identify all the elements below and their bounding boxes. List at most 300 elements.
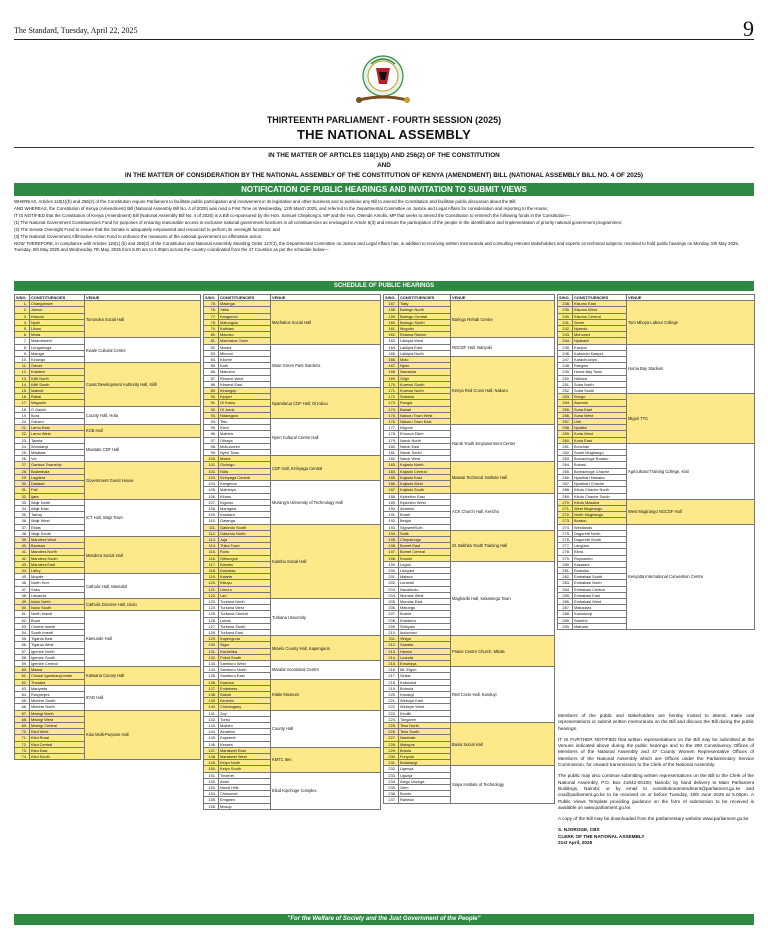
sno-cell: 58.	[15, 654, 30, 660]
sno-cell: 204.	[384, 592, 399, 598]
sno-cell: 165.	[384, 350, 399, 356]
sno-cell: 217.	[384, 673, 399, 679]
sno-cell: 261.	[558, 443, 573, 449]
constituency-cell: Mumias East	[399, 598, 451, 604]
constituency-cell: Soy	[219, 710, 271, 716]
constituency-cell: Kacheliba	[219, 648, 271, 654]
table-row	[15, 437, 201, 443]
sno-cell: 84.	[204, 357, 219, 363]
sno-cell: 206.	[384, 605, 399, 611]
constituency-cell: Isiolo South	[30, 605, 85, 611]
constituency-cell: Kuria East	[573, 437, 627, 443]
constituency-cell: Kajiado South	[399, 487, 451, 493]
sno-cell: 36.	[15, 518, 30, 524]
constituency-cell: Isiolo North	[30, 598, 85, 604]
constituency-cell: Molo	[399, 357, 451, 363]
sno-cell: 124.	[204, 605, 219, 611]
sno-cell: 109.	[204, 512, 219, 518]
venue-cell: Kitui Multi-Purpose Hall	[85, 710, 201, 760]
sno-cell: 91.	[204, 400, 219, 406]
constituency-cell: Kipkelion East	[399, 493, 451, 499]
constituency-cell: Roysambu	[573, 555, 627, 561]
venue-cell: Kitale Museum	[271, 679, 381, 710]
sno-cell: 235.	[384, 785, 399, 791]
sno-cell: 156.	[204, 803, 219, 809]
sno-cell: 280.	[558, 561, 573, 567]
sno-cell: 287.	[558, 605, 573, 611]
constituency-cell: Marakwet West	[219, 754, 271, 760]
constituency-cell: Chuka/ Igambang'ombe	[30, 673, 85, 679]
sno-cell: 134.	[204, 667, 219, 673]
constituency-cell: Rabai	[30, 394, 85, 400]
constituency-cell: Embakasi West	[573, 598, 627, 604]
constituency-cell: Dagoretti North	[573, 530, 627, 536]
sno-cell: 140.	[204, 704, 219, 710]
constituency-cell: Bomachoge Chache	[573, 468, 627, 474]
constituency-cell: Cherangany	[219, 704, 271, 710]
constituency-cell: Wajir North	[30, 499, 85, 505]
sno-cell: 132.	[204, 654, 219, 660]
sno-cell: 266.	[558, 474, 573, 480]
constituency-cell: Matayos	[399, 741, 451, 747]
sno-cell: 149.	[204, 760, 219, 766]
constituency-cell: Ruiru	[219, 549, 271, 555]
sno-cell: 229.	[384, 747, 399, 753]
constituency-cell: Emurua Dikirr	[399, 431, 451, 437]
table-row	[558, 301, 755, 307]
sno-cell: 106.	[204, 493, 219, 499]
sno-cell: 32.	[15, 493, 30, 499]
sno-cell: 21.	[15, 425, 30, 431]
constituency-cell: Kandara	[219, 512, 271, 518]
page-title: THE NATIONAL ASSEMBLY	[297, 127, 471, 142]
sno-cell: 15.	[15, 388, 30, 394]
sno-cell: 274.	[558, 524, 573, 530]
sno-cell: 284.	[558, 586, 573, 592]
constituency-cell: Kiambaa	[219, 567, 271, 573]
constituency-cell: Bureti	[399, 512, 451, 518]
constituency-cell: Suna West	[573, 412, 627, 418]
constituency-cell: Shinyalu	[399, 623, 451, 629]
constituency-cell: Kuresoi North	[399, 388, 451, 394]
constituency-cell: Mavoko	[219, 332, 271, 338]
download-paragraph: A copy of the Bill may be downloaded from the parliamentary website www.parliament.go.ke	[558, 816, 749, 822]
constituency-cell: Sabatia	[399, 642, 451, 648]
sno-cell: 158.	[384, 307, 399, 313]
schedule-table	[203, 294, 381, 810]
constituency-cell: Central Imenti	[30, 623, 85, 629]
venue-cell: Catholic Hall, Marsabit	[85, 574, 201, 599]
further-notified-paragraph: IT IS FURTHER NOTIFIED that written representations on the Bill may be submitted at the Venues indicated above during the public hearings and to the 290 Constituency Offices of Members of the National Assembly and 47 County Women Representative Offices of Members of the National Assembly which are Offices under the Parliamentary Service Commission, for onward transmission to the Clerk of the National Assembly.	[558, 736, 754, 768]
sno-cell: 55.	[15, 636, 30, 642]
constituency-cell: Jomvu	[30, 307, 85, 313]
fund-item: (1) The National Government Constituencies Fund for purposes of ensuring reasonable access to exclusive national government functions in all constituencies as envisaged in Article 6(3) and ensure the participation of the people in the identification and implementation of priority national government programmes;	[14, 220, 623, 225]
sno-cell: 258.	[558, 425, 573, 431]
constituency-cell: Wajir South	[30, 530, 85, 536]
sno-cell: 208.	[384, 617, 399, 623]
constituency-cell: Sigor	[219, 642, 271, 648]
constituency-cell: Buuri	[30, 617, 85, 623]
constituency-cell: Kabuchai	[399, 679, 451, 685]
sno-cell: 183.	[384, 462, 399, 468]
constituency-cell: Turkana Central	[219, 611, 271, 617]
venue-cell: Government Guest House	[85, 462, 201, 499]
sno-cell: 154.	[204, 791, 219, 797]
header-constituency: CONSTITUENCIES	[30, 295, 85, 301]
venue-cell: KMTC Iten	[271, 747, 381, 772]
header-sno: S/NO.	[15, 295, 30, 301]
sno-cell: 60.	[15, 667, 30, 673]
constituency-cell: Kathiani	[219, 326, 271, 332]
sno-cell: 270.	[558, 499, 573, 505]
sno-cell: 101.	[204, 462, 219, 468]
motto-footer: "For the Welfare of Society and the Just Government of the People"	[14, 914, 754, 925]
sno-cell: 18.	[15, 406, 30, 412]
constituency-cell: Matungu	[399, 605, 451, 611]
venue-cell: Eliud Kipchoge Complex	[271, 772, 381, 809]
venue-cell: Coast Development Authority Hall, Kilifi	[85, 363, 201, 406]
sno-cell: 26.	[15, 456, 30, 462]
constituency-cell: Tigania West	[30, 642, 85, 648]
constituency-cell: Embakasi Central	[573, 586, 627, 592]
table-row	[204, 636, 381, 642]
sno-cell: 162.	[384, 332, 399, 338]
sno-cell: 49.	[15, 598, 30, 604]
sno-cell: 107.	[204, 499, 219, 505]
constituency-cell: Laikipia West	[399, 338, 451, 344]
table-row	[15, 611, 201, 617]
constituency-cell: Kipkelion West	[399, 499, 451, 505]
sno-cell: 222.	[384, 704, 399, 710]
constituency-cell: Lari	[219, 592, 271, 598]
sno-cell: 76.	[204, 307, 219, 313]
constituency-cell: Baringo South	[399, 319, 451, 325]
sno-cell: 86.	[204, 369, 219, 375]
venue-cell: Turkana University	[271, 598, 381, 635]
constituency-cell: West Mugirango	[573, 505, 627, 511]
sno-cell: 98.	[204, 443, 219, 449]
sno-cell: 56.	[15, 642, 30, 648]
notice-title-bar: NOTIFICATION OF PUBLIC HEARINGS AND INVITATION TO SUBMIT VIEWS	[14, 183, 754, 196]
sno-cell: 87.	[204, 375, 219, 381]
constituency-cell: Makueni	[219, 369, 271, 375]
constituency-cell: Maragwa	[219, 505, 271, 511]
sno-cell: 190.	[384, 505, 399, 511]
constituency-cell: Machakos Town	[219, 338, 271, 344]
sno-cell: 228.	[384, 741, 399, 747]
sno-cell: 254.	[558, 400, 573, 406]
sno-cell: 17.	[15, 400, 30, 406]
table-row	[15, 710, 201, 716]
constituency-cell: Thika Town	[219, 543, 271, 549]
sno-cell: 264.	[558, 462, 573, 468]
sno-cell: 94.	[204, 419, 219, 425]
sno-cell: 225.	[384, 723, 399, 729]
constituency-cell: Kilifi South	[30, 381, 85, 387]
venue-cell: Red Cross Hall, Kanduyi	[451, 667, 555, 723]
sno-cell: 13.	[15, 375, 30, 381]
constituency-cell: Kibra	[573, 549, 627, 555]
constituency-cell: Njoro	[399, 363, 451, 369]
constituency-cell: Chesumei	[219, 791, 271, 797]
constituency-cell: Manyatta	[30, 685, 85, 691]
and-whereas-paragraph: AND WHEREAS, the Constitution of Kenya (Amendment) Bill (National Assembly Bill No. 4 of 2025) was read a First Time on Wednesday, 12th March 2025, and referred to the Departmental Committee on Justice and Legal Affairs for consideration and reporting to the House;	[14, 206, 549, 211]
constituency-cell: Lagdera	[30, 474, 85, 480]
sno-cell: 238.	[558, 301, 573, 307]
constituency-cell: Butula	[399, 747, 451, 753]
constituency-cell: Mandera North	[30, 549, 85, 555]
header-sno: S/NO.	[558, 295, 573, 301]
constituency-cell: Igembe South	[30, 654, 85, 660]
sno-cell: 129.	[204, 636, 219, 642]
constituency-cell: Gatundu South	[219, 524, 271, 530]
sno-cell: 8.	[15, 344, 30, 350]
constituency-cell: Narok South	[399, 450, 451, 456]
constituency-cell: Muhoroni	[573, 332, 627, 338]
sno-cell: 218.	[384, 679, 399, 685]
constituency-cell: Mandera South	[30, 555, 85, 561]
constituency-cell: Kitutu Chache South	[573, 493, 627, 499]
table-row	[15, 499, 201, 505]
sno-cell: 48.	[15, 592, 30, 598]
sno-cell: 141.	[204, 710, 219, 716]
constituency-cell: Tetu	[219, 419, 271, 425]
sno-cell: 100.	[204, 456, 219, 462]
table-row	[384, 766, 555, 772]
venue-cell: Tom Mboya Labour College	[627, 301, 755, 344]
sno-cell: 114.	[204, 543, 219, 549]
table-row	[204, 679, 381, 685]
header-venue: VENUE	[451, 295, 555, 301]
sno-cell: 265.	[558, 468, 573, 474]
sno-cell: 203.	[384, 586, 399, 592]
constituency-cell: Kinangop	[219, 388, 271, 394]
constituency-cell: Bumula	[399, 685, 451, 691]
venue-cell: Siaya Institute of Technology	[451, 766, 555, 803]
sno-cell: 57.	[15, 648, 30, 654]
sno-cell: 2.	[15, 307, 30, 313]
constituency-cell: Westlands	[573, 524, 627, 530]
sno-cell: 189.	[384, 499, 399, 505]
constituency-cell: Malindi	[30, 388, 85, 394]
sno-cell: 197.	[384, 549, 399, 555]
venue-cell: Wote Green Park Gardens	[271, 344, 381, 387]
constituency-cell: Mathioya	[219, 487, 271, 493]
constituency-cell: Rongo	[573, 394, 627, 400]
sno-cell: 46.	[15, 580, 30, 586]
sno-cell: 286.	[558, 598, 573, 604]
constituency-cell: Keiyo North	[219, 760, 271, 766]
constituency-cell: Tinderet	[219, 772, 271, 778]
constituency-cell: Turbo	[219, 716, 271, 722]
venue-cell: ICT Hall, Wajir Town	[85, 499, 201, 536]
sno-cell: 74.	[15, 754, 30, 760]
sno-cell: 195.	[384, 536, 399, 542]
sno-cell: 113.	[204, 536, 219, 542]
constituency-cell: Othaya	[219, 437, 271, 443]
header-sno: S/NO.	[384, 295, 399, 301]
sno-cell: 112.	[204, 530, 219, 536]
constituency-cell: Kabondo Kasipul	[573, 350, 627, 356]
venue-cell: Kenyatta International Convention Centre	[627, 524, 755, 629]
page-number: 9	[743, 16, 754, 41]
constituency-cell: Borabu	[573, 518, 627, 524]
sno-cell: 179.	[384, 437, 399, 443]
constituency-cell: Ikolomani	[399, 629, 451, 635]
constituency-cell: Starehe	[573, 617, 627, 623]
sno-cell: 221.	[384, 698, 399, 704]
constituency-cell: Samburu North	[219, 667, 271, 673]
constituency-cell: Mvita	[30, 332, 85, 338]
sno-cell: 211.	[384, 636, 399, 642]
sno-cell: 38.	[15, 530, 30, 536]
constituency-cell: Eldama Ravine	[399, 332, 451, 338]
sno-cell: 64.	[15, 692, 30, 698]
constituency-cell: Nandi Hills	[219, 785, 271, 791]
sno-cell: 213.	[384, 648, 399, 654]
constituency-cell: Turkana South	[219, 623, 271, 629]
sno-cell: 216.	[384, 667, 399, 673]
sno-cell: 271.	[558, 505, 573, 511]
constituency-cell: Rongai	[399, 400, 451, 406]
constituency-cell: Bomet Central	[399, 549, 451, 555]
constituency-cell: Kiambu	[219, 561, 271, 567]
sno-cell: 151.	[204, 772, 219, 778]
constituency-cell: Dadaab	[30, 481, 85, 487]
constituency-cell: Banissa	[30, 543, 85, 549]
constituency-cell: Bobasi	[573, 462, 627, 468]
sno-cell: 247.	[558, 357, 573, 363]
sno-cell: 176.	[384, 419, 399, 425]
sno-cell: 152.	[204, 778, 219, 784]
sno-cell: 207.	[384, 611, 399, 617]
constituency-cell: Mwala	[219, 344, 271, 350]
venue-cell: NGCDF Hall, Nanyuki	[451, 338, 555, 357]
constituency-cell: Baringo Central	[399, 313, 451, 319]
table-row	[204, 456, 381, 462]
constituency-cell: Kanduyi	[399, 692, 451, 698]
constituency-cell: Bondo	[399, 791, 451, 797]
constituency-cell: Ugenya	[399, 766, 451, 772]
constituency-cell: Dagoretti South	[573, 536, 627, 542]
sno-cell: 160.	[384, 319, 399, 325]
constituency-cell: Kitui East	[30, 747, 85, 753]
constituency-cell: Voi	[30, 456, 85, 462]
sno-cell: 102.	[204, 468, 219, 474]
constituency-cell: Alego Usonga	[399, 778, 451, 784]
constituency-cell: Bonchari	[573, 443, 627, 449]
sno-cell: 194.	[384, 530, 399, 536]
sno-cell: 219.	[384, 685, 399, 691]
venue-cell: ACK Church Hall, Kericho	[451, 493, 555, 530]
constituency-cell: Ainamoi	[399, 505, 451, 511]
constituency-cell: Taveta	[30, 437, 85, 443]
header-venue: VENUE	[271, 295, 381, 301]
constituency-cell: Rangwe	[573, 363, 627, 369]
sno-cell: 226.	[384, 729, 399, 735]
constituency-cell: Mukurweini	[219, 443, 271, 449]
constituency-cell: Eldas	[30, 524, 85, 530]
constituency-cell: Keiyo South	[219, 766, 271, 772]
sno-cell: 131.	[204, 648, 219, 654]
sno-cell: 81.	[204, 338, 219, 344]
sno-cell: 9.	[15, 350, 30, 356]
constituency-cell: Ol Jorok	[219, 406, 271, 412]
sno-cell: 16.	[15, 394, 30, 400]
schedule-column	[203, 294, 380, 810]
sno-cell: 281.	[558, 567, 573, 573]
sno-cell: 27.	[15, 462, 30, 468]
constituency-cell: Kigumo	[219, 499, 271, 505]
table-row	[384, 723, 555, 729]
constituency-cell: Kiharu	[219, 493, 271, 499]
constituency-cell: Malava	[399, 574, 451, 580]
divider	[14, 147, 754, 148]
table-row	[204, 388, 381, 394]
constituency-cell: Lugari	[399, 561, 451, 567]
table-row	[384, 338, 555, 344]
constituency-cell: Yatta	[219, 307, 271, 313]
sno-cell: 28.	[15, 468, 30, 474]
constituency-cell: Ndhiwa	[573, 375, 627, 381]
sno-cell: 220.	[384, 692, 399, 698]
constituency-cell: Mwatate	[30, 450, 85, 456]
constituency-cell: Mosop	[219, 803, 271, 809]
constituency-cell: Ndaragwa	[219, 412, 271, 418]
sno-cell: 44.	[15, 567, 30, 573]
sno-cell: 144.	[204, 729, 219, 735]
constituency-cell: Matuga	[30, 350, 85, 356]
sno-cell: 138.	[204, 692, 219, 698]
sno-cell: 168.	[384, 369, 399, 375]
sno-cell: 169.	[384, 375, 399, 381]
sno-cell: 150.	[204, 766, 219, 772]
sno-cell: 159.	[384, 313, 399, 319]
constituency-cell: Kajiado East	[399, 474, 451, 480]
sno-cell: 250.	[558, 375, 573, 381]
sno-cell: 47.	[15, 586, 30, 592]
sno-cell: 117.	[204, 561, 219, 567]
venue-cell: Busia Social Hall	[451, 723, 555, 766]
sno-cell: 82.	[204, 344, 219, 350]
constituency-cell: Webuye East	[399, 698, 451, 704]
table-row	[384, 636, 555, 642]
constituency-cell: Uriri	[573, 419, 627, 425]
sno-cell: 224.	[384, 716, 399, 722]
constituency-cell: Kimilili	[399, 710, 451, 716]
sno-cell: 248.	[558, 363, 573, 369]
sno-cell: 251.	[558, 381, 573, 387]
sno-cell: 199.	[384, 561, 399, 567]
constituency-cell: Navakholo	[399, 586, 451, 592]
sno-cell: 52.	[15, 617, 30, 623]
sno-cell: 172.	[384, 394, 399, 400]
sno-cell: 95.	[204, 425, 219, 431]
header-constituency: CONSTITUENCIES	[399, 295, 451, 301]
schedule-table	[14, 294, 201, 760]
sno-cell: 146.	[204, 741, 219, 747]
sno-cell: 126.	[204, 617, 219, 623]
constituency-cell: Mathare	[573, 623, 627, 629]
sno-cell: 7.	[15, 338, 30, 344]
sno-cell: 275.	[558, 530, 573, 536]
sno-cell: 237.	[384, 797, 399, 803]
constituency-cell: Garsen	[30, 419, 85, 425]
sno-cell: 4.	[15, 319, 30, 325]
venue-cell: Agricultural Training College, Kisii	[627, 443, 755, 499]
table-row	[204, 598, 381, 604]
constituency-cell: Masinga	[219, 301, 271, 307]
